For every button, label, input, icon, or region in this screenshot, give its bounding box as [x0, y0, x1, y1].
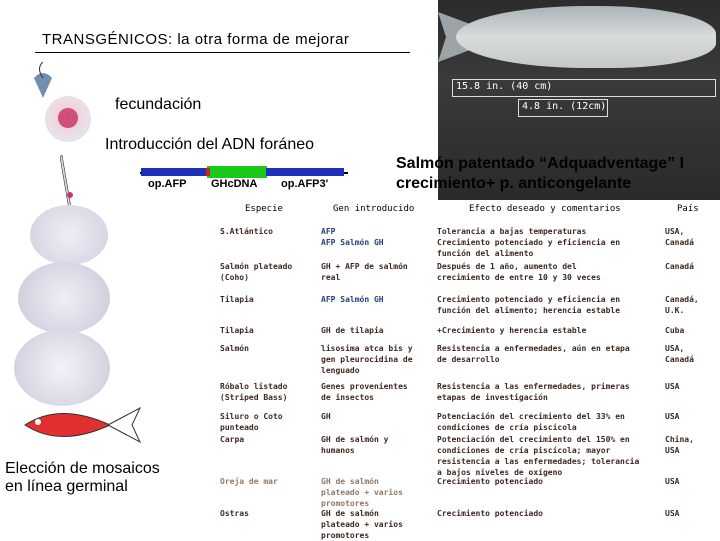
embryo-2cell-icon: [30, 205, 108, 265]
salmon-body: [456, 6, 716, 68]
cell-country: USA: [665, 382, 680, 391]
cell-country: Cuba: [665, 326, 685, 335]
col-header-effect: Efecto deseado y comentarios: [469, 204, 621, 214]
measure-label-short: 4.8 in. (12cm): [522, 101, 607, 112]
cell-effect: Tolerancia a bajas temperaturas Crecimiento potenciado y eficiencia en función del alimento: [437, 227, 621, 258]
construct-label-right: op.AFP3': [281, 178, 329, 190]
cell-species: Ostras: [220, 509, 249, 518]
cell-effect: Después de 1 año, aumento del crecimiento de entre 10 y 30 veces: [437, 262, 601, 282]
cell-species: S.Atlántico: [220, 227, 273, 236]
embryo-morula-icon: [14, 330, 110, 406]
cell-gene: GH de salmón plateado + varios promotores: [321, 477, 403, 508]
cell-species: Tilapia: [220, 326, 254, 335]
construct-label-middle: GHcDNA: [211, 178, 258, 190]
step-mosaicos: [5, 460, 160, 496]
cell-effect: Crecimiento potenciado y eficiencia en función del alimento; herencia estable: [437, 295, 621, 315]
sperm-icon: [28, 60, 58, 100]
embryo-4cell-icon: [18, 262, 110, 334]
measure-label-long: 15.8 in. (40 cm): [456, 81, 553, 92]
mosaic-fish-icon: [20, 400, 160, 450]
cell-species: Tilapia: [220, 295, 254, 304]
step-introduccion: Introducción del ADN foráneo: [105, 136, 315, 153]
step-mosaicos-line2: en línea germinal: [5, 478, 128, 495]
cell-effect: Resistencia a las enfermedades, primeras etapas de investigación: [437, 382, 630, 402]
cell-gene: AFP Salmón GH: [321, 295, 384, 304]
cell-country: USA, Canadá: [665, 227, 694, 247]
cell-country: Canadá: [665, 262, 694, 271]
cell-country: USA: [665, 412, 680, 421]
cell-species: Siluro o Coto punteado: [220, 412, 283, 432]
cell-effect: Crecimiento potenciado: [437, 509, 543, 518]
cell-country: China, USA: [665, 435, 694, 455]
cell-gene: GH + AFP de salmón real: [321, 262, 408, 282]
col-header-species: Especie: [245, 204, 283, 214]
construct-promoter-segment: [141, 168, 209, 176]
step-mosaicos-line1: Elección de mosaicos: [5, 460, 160, 477]
cell-country: USA: [665, 509, 680, 518]
cell-gene: GH de salmón y humanos: [321, 435, 389, 455]
cell-effect: Potenciación del crecimiento del 33% en condiciones de cría piscícola: [437, 412, 625, 432]
cell-species: Salmón plateado (Coho): [220, 262, 293, 282]
cell-effect: Crecimiento potenciado: [437, 477, 543, 486]
cell-country: USA: [665, 477, 680, 486]
cell-gene: GH de salmón plateado + varios promotores: [321, 509, 403, 540]
construct-gh-segment: [207, 166, 267, 178]
patent-line2: crecimiento+ p. anticongelante: [396, 175, 632, 192]
cell-gene: GH de tilapia: [321, 326, 384, 335]
construct-junction-mark: [206, 168, 210, 176]
construct-terminator-segment: [266, 168, 344, 176]
egg-nucleus-icon: [58, 108, 78, 128]
cell-country: Canadá, U.K.: [665, 295, 699, 315]
cell-species: Salmón: [220, 344, 249, 353]
cell-country: USA, Canadá: [665, 344, 694, 364]
cell-gene: GH: [321, 412, 331, 421]
col-header-gene: Gen introducido: [333, 204, 415, 214]
page-title: TRANSGÉNICOS: la otra forma de mejorar: [42, 31, 350, 48]
step-fecundacion: fecundación: [115, 96, 202, 113]
cell-effect: Potenciación del crecimiento del 150% en condiciones de cría piscícola; mayor resistencia a las enfermedades; tolerancia a bajos niveles de oxígeno: [437, 435, 640, 477]
cell-species: Oreja de mar: [220, 477, 278, 486]
patent-line1: Salmón patentado “Adquadventage” I: [396, 155, 685, 172]
cell-gene: AFP AFP Salmón GH: [321, 227, 384, 247]
cell-gene: lisosima atca bis y gen pleurocidina de lenguado: [321, 344, 413, 375]
construct-label-left: op.AFP: [148, 178, 187, 190]
cell-species: Carpa: [220, 435, 245, 444]
patent-caption: [396, 154, 684, 194]
cell-effect: +Crecimiento y herencia estable: [437, 326, 587, 335]
cell-effect: Resistencia a enfermedades, aún en etapa de desarrollo: [437, 344, 630, 364]
cell-species: Róbalo listado (Striped Bass): [220, 382, 288, 402]
col-header-country: País: [677, 204, 699, 214]
cell-gene: Genes provenientes de insectos: [321, 382, 408, 402]
title-underline: [35, 52, 410, 53]
